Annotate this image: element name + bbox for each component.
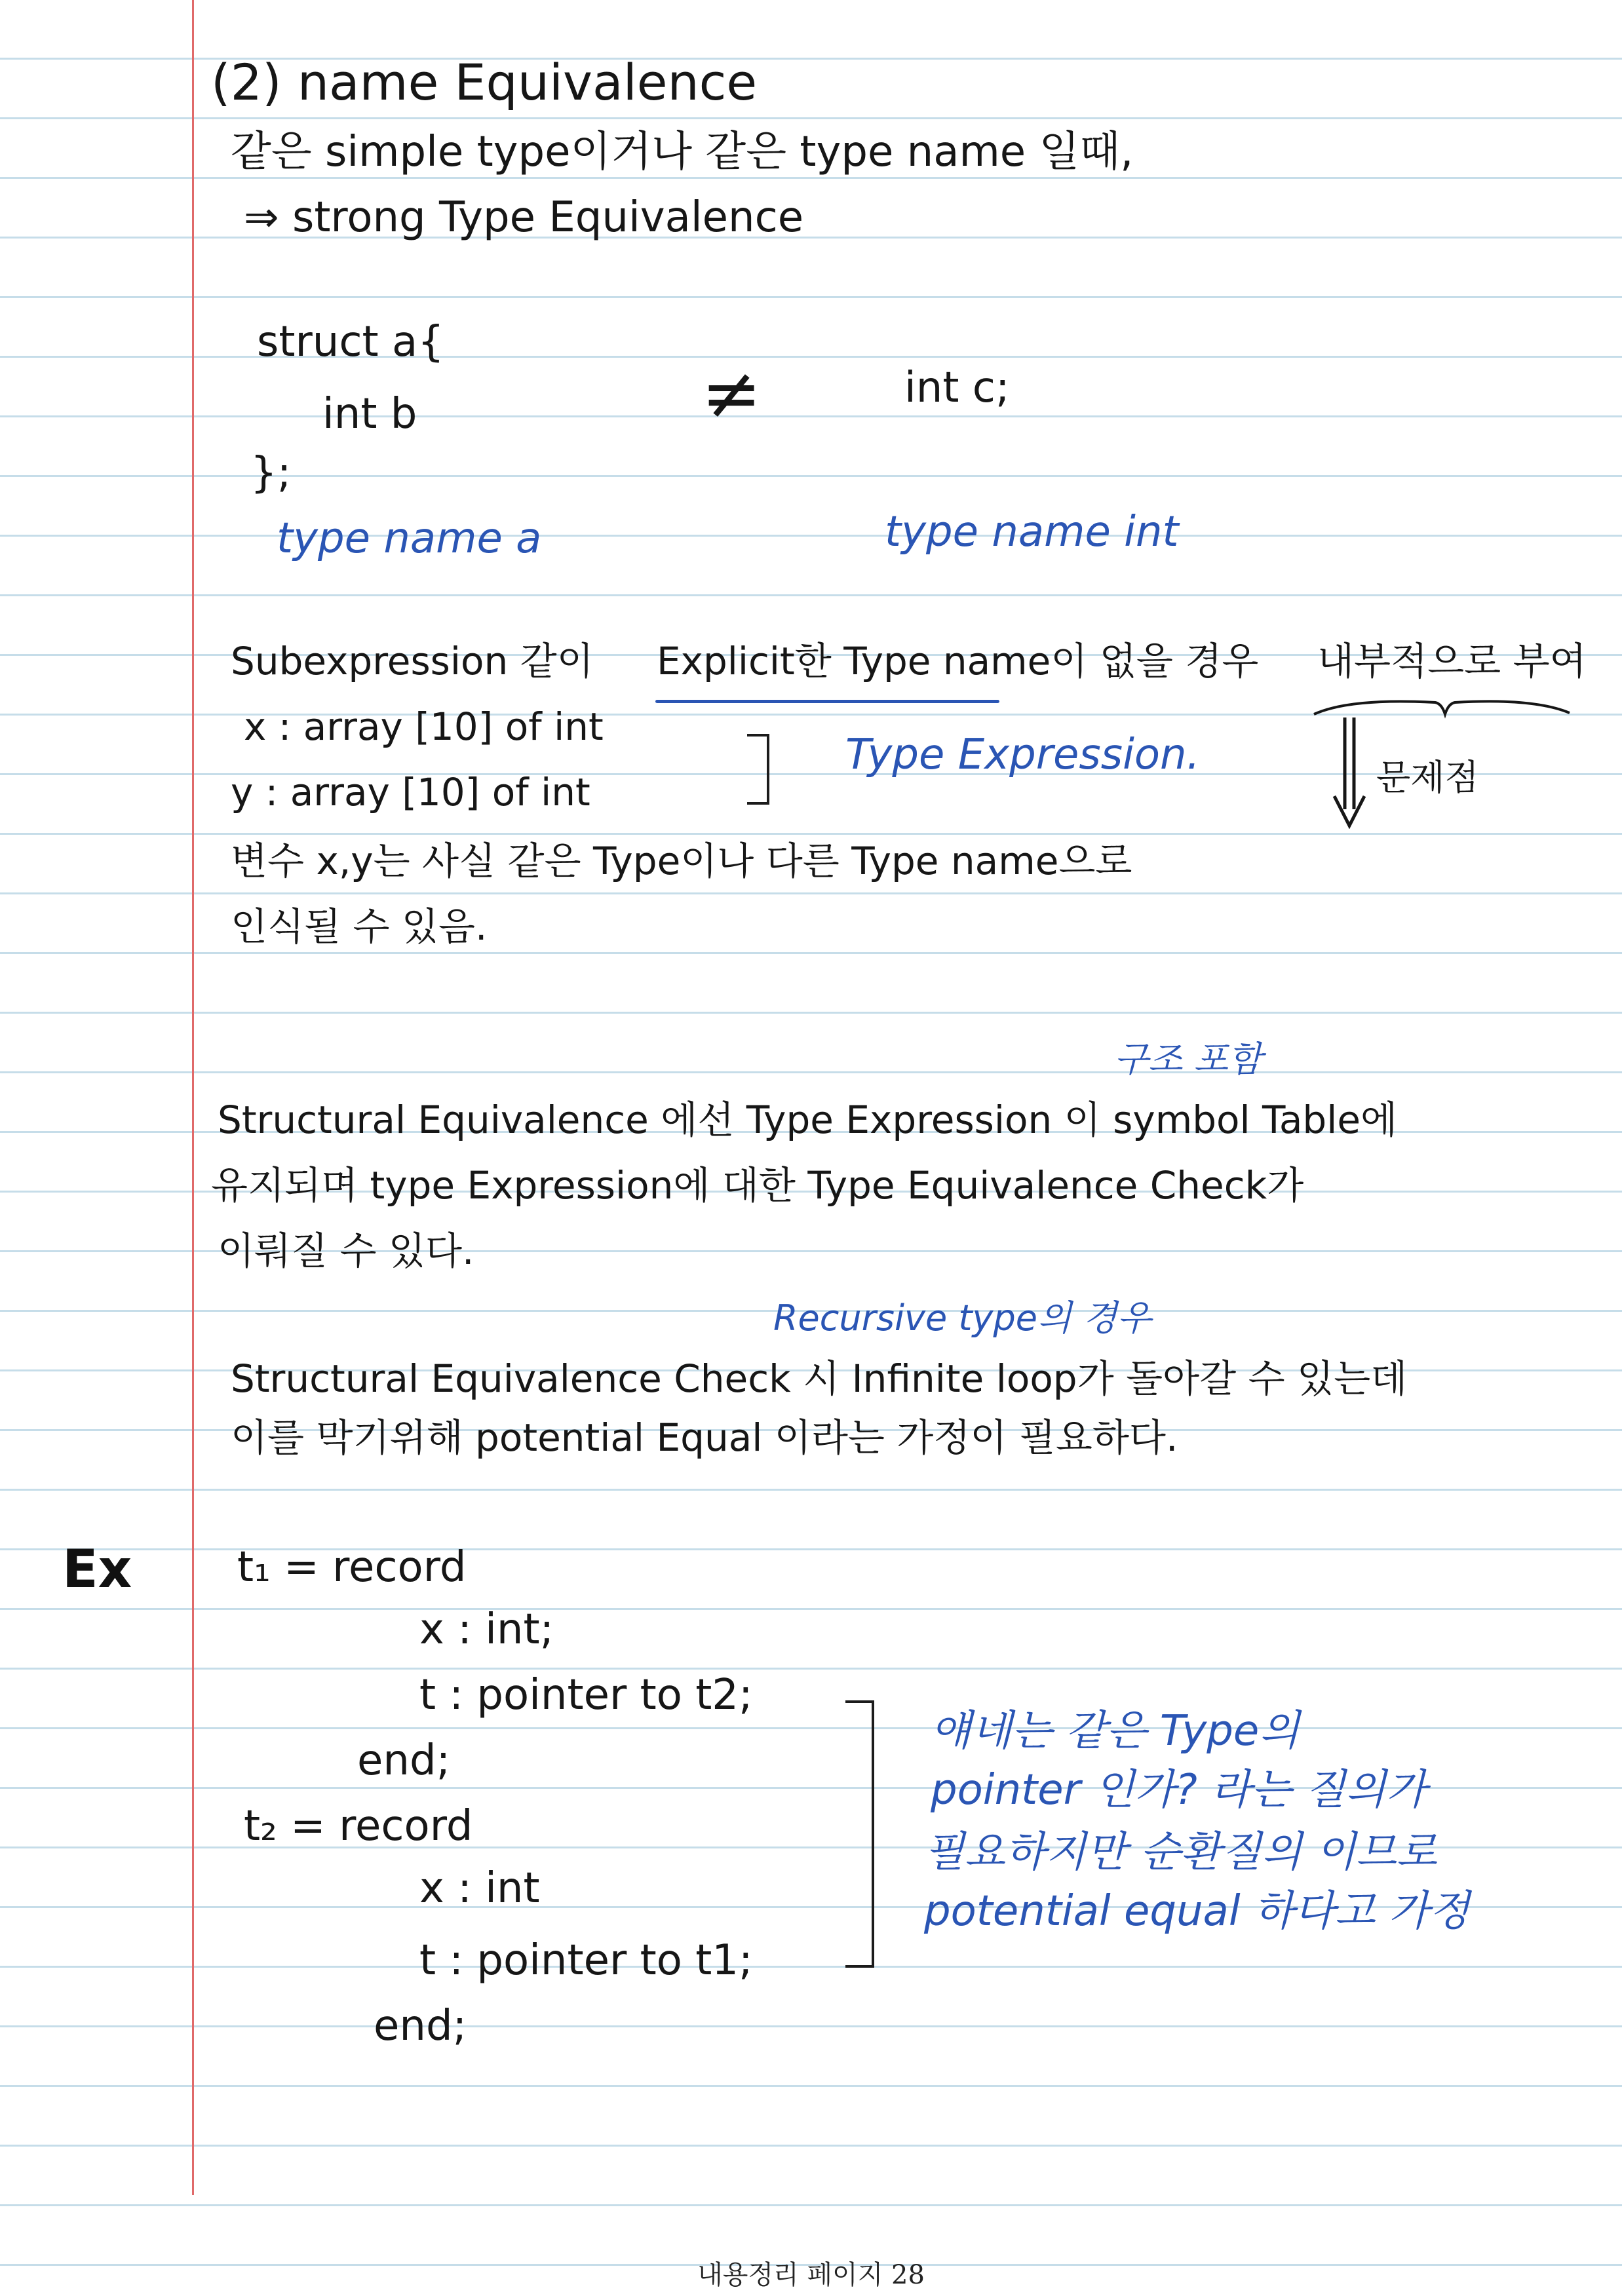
margin-line <box>192 0 194 2195</box>
heading-line-1: 같은 simple type이거나 같은 type name 일때, <box>231 128 1134 176</box>
subexpr-line-5: 인식될 수 있음. <box>231 904 488 949</box>
int-declaration: int c; <box>904 364 1010 412</box>
curly-brace-mark <box>1311 695 1573 721</box>
structure-included-note: 구조 포함 <box>1114 1039 1262 1080</box>
subexpr-line-1b: Explicit한 Type name이 없을 경우 <box>657 639 1259 683</box>
ex-note-line-2: pointer 인가? 라는 질의가 <box>931 1766 1427 1814</box>
structural-line-3: 이뤄질 수 있다. <box>218 1229 474 1273</box>
code-line-7: t : pointer to t1; <box>419 1936 753 1985</box>
problem-note: 문제점 <box>1376 757 1479 798</box>
structural-line-1: Structural Equivalence 에선 Type Expression 이 symbol Table에 <box>218 1098 1398 1142</box>
code-line-3: t : pointer to t2; <box>419 1671 753 1719</box>
code-line-8: end; <box>374 2002 467 2050</box>
not-equal-sign: ≠ <box>701 351 762 435</box>
bracket-ex <box>845 1700 874 1968</box>
ex-note-line-3: 필요하지만 순환질의 이므로 <box>924 1828 1437 1877</box>
page-footer: 내용정리 페이지 28 <box>697 2260 925 2290</box>
recursive-line-1: Structural Equivalence Check 시 Infinite loop가 돌아갈 수 있는데 <box>231 1356 1408 1401</box>
down-double-arrow-icon <box>1330 718 1370 829</box>
ex-note-line-4: potential equal 하다고 가정 <box>924 1887 1470 1936</box>
struct-line-1: struct a{ <box>257 318 444 366</box>
recursive-line-2: 이를 막기위해 potential Equal 이라는 가정이 필요하다. <box>231 1415 1178 1460</box>
code-line-2: x : int; <box>419 1605 554 1654</box>
ex-note-line-1: 얘네는 같은 Type의 <box>931 1707 1300 1755</box>
explicit-underline <box>655 700 999 703</box>
note-type-name-int: type name int <box>885 508 1179 556</box>
heading-line-2: ⇒ strong Type Equivalence <box>244 193 804 242</box>
type-expression-note: Type Expression. <box>845 731 1200 779</box>
code-line-6: x : int <box>419 1864 540 1913</box>
section-title: (2) name Equivalence <box>211 53 758 111</box>
subexpr-line-4: 변수 x,y는 사실 같은 Type이나 다른 Type name으로 <box>231 839 1132 883</box>
struct-line-2: int b <box>322 390 417 438</box>
code-line-4: end; <box>357 1736 451 1785</box>
code-line-1: t₁ = record <box>237 1543 467 1592</box>
recursive-type-note: Recursive type의 경우 <box>773 1297 1151 1339</box>
struct-line-3: }; <box>250 449 292 497</box>
note-type-name-a: type name a <box>277 514 542 563</box>
ex-label: Ex <box>62 1539 132 1599</box>
subexpr-line-1a: Subexpression 같이 <box>231 639 594 683</box>
bracket-xy <box>747 734 769 805</box>
y-array-decl: y : array [10] of int <box>231 770 590 814</box>
subexpr-line-1c: 내부적으로 부여 <box>1317 639 1587 683</box>
structural-line-2: 유지되며 type Expression에 대한 Type Equivalence Check가 <box>211 1163 1304 1208</box>
code-line-5: t₂ = record <box>244 1802 473 1850</box>
x-array-decl: x : array [10] of int <box>244 704 604 749</box>
